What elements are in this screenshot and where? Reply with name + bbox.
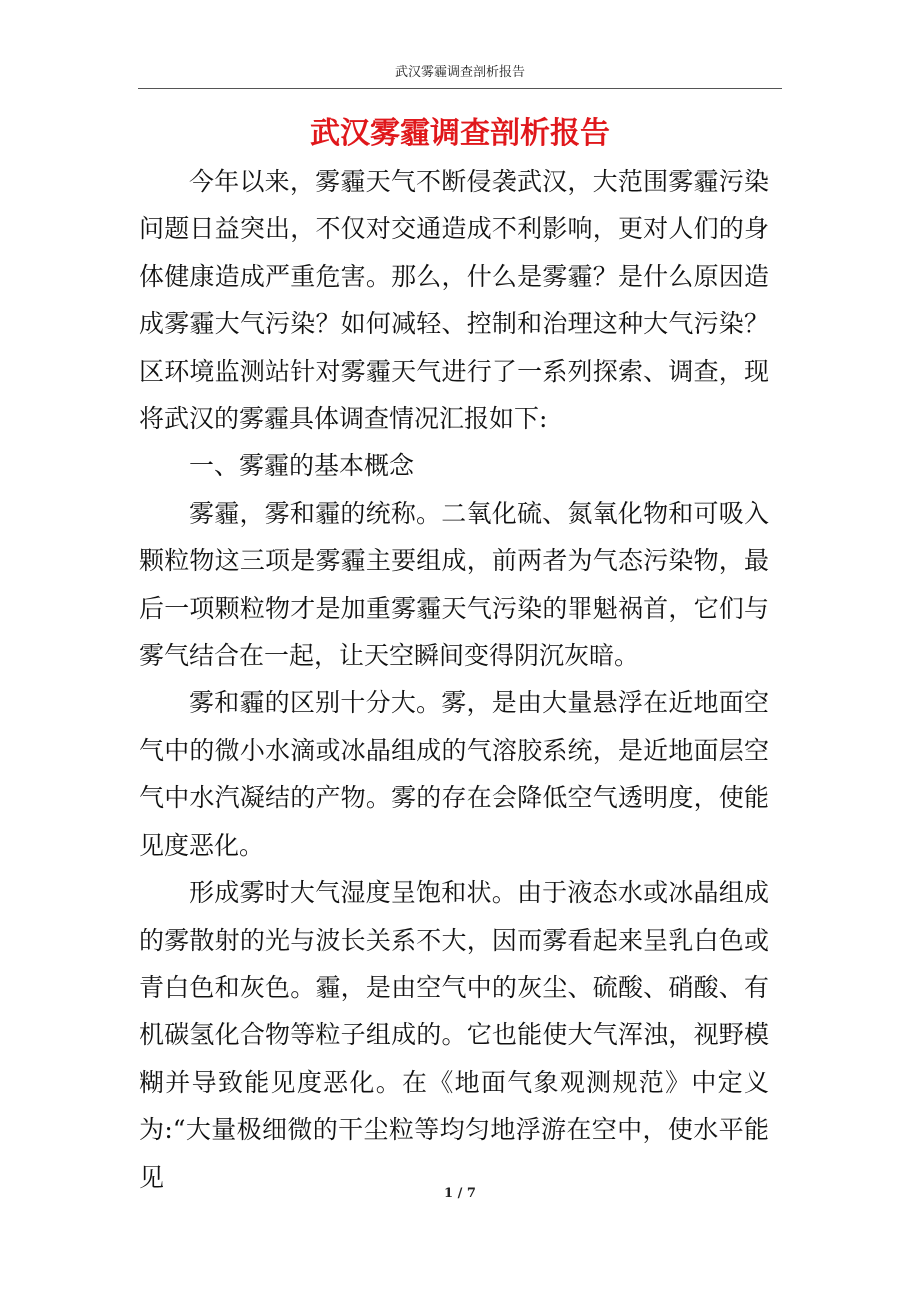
running-header: 武汉雾霾调查剖析报告 bbox=[394, 65, 525, 80]
paragraph-fog-formation: 形成雾时大气湿度呈饱和状。由于液态水或冰晶组成的雾散射的光与波长关系不大，因而雾看起来呈乳白色或青白色和灰色。霾，是由空气中的灰尘、硫酸、硝酸、有机碳氢化合物等粒子组成的。它也能使大气浑浊，视野模糊并导致能见度恶化。在《地面气象观测规范》中定义为:“大量极细微的干尘粒等均匀地浮游在空中，使水平能见 bbox=[139, 878, 769, 1192]
paragraph-fog-vs-haze: 雾和霾的区别十分大。雾，是由大量悬浮在近地面空气中的微小水滴或冰晶组成的气溶胶系统，是近地面层空气中水汽凝结的产物。雾的存在会降低空气透明度，使能见度恶化。 bbox=[139, 688, 769, 860]
paragraph-intro: 今年以来，雾霾天气不断侵袭武汉，大范围雾霾污染问题日益突出，不仅对交通造成不利影响，更对人们的身体健康造成严重危害。那么，什么是雾霾？是什么原因造成雾霾大气污染？如何减轻、控制和治理这种大气污染？区环境监测站针对雾霾天气进行了一系列探索、调查，现将武汉的雾霾具体调查情况汇报如下: bbox=[139, 167, 769, 434]
document-body bbox=[139, 158, 769, 1201]
document-title: 武汉雾霾调查剖析报告 bbox=[310, 116, 610, 151]
header-divider bbox=[138, 88, 782, 89]
section-heading-basic-concept: 一、雾霾的基本概念 bbox=[189, 451, 415, 481]
paragraph-definition: 雾霾，雾和霾的统称。二氧化硫、氮氧化物和可吸入颗粒物这三项是雾霾主要组成，前两者为气态污染物，最后一项颗粒物才是加重雾霾天气污染的罪魁祸首，它们与雾气结合在一起，让天空瞬间变得阴沉灰暗。 bbox=[139, 498, 769, 671]
page-number: 1 / 7 bbox=[444, 1186, 476, 1201]
